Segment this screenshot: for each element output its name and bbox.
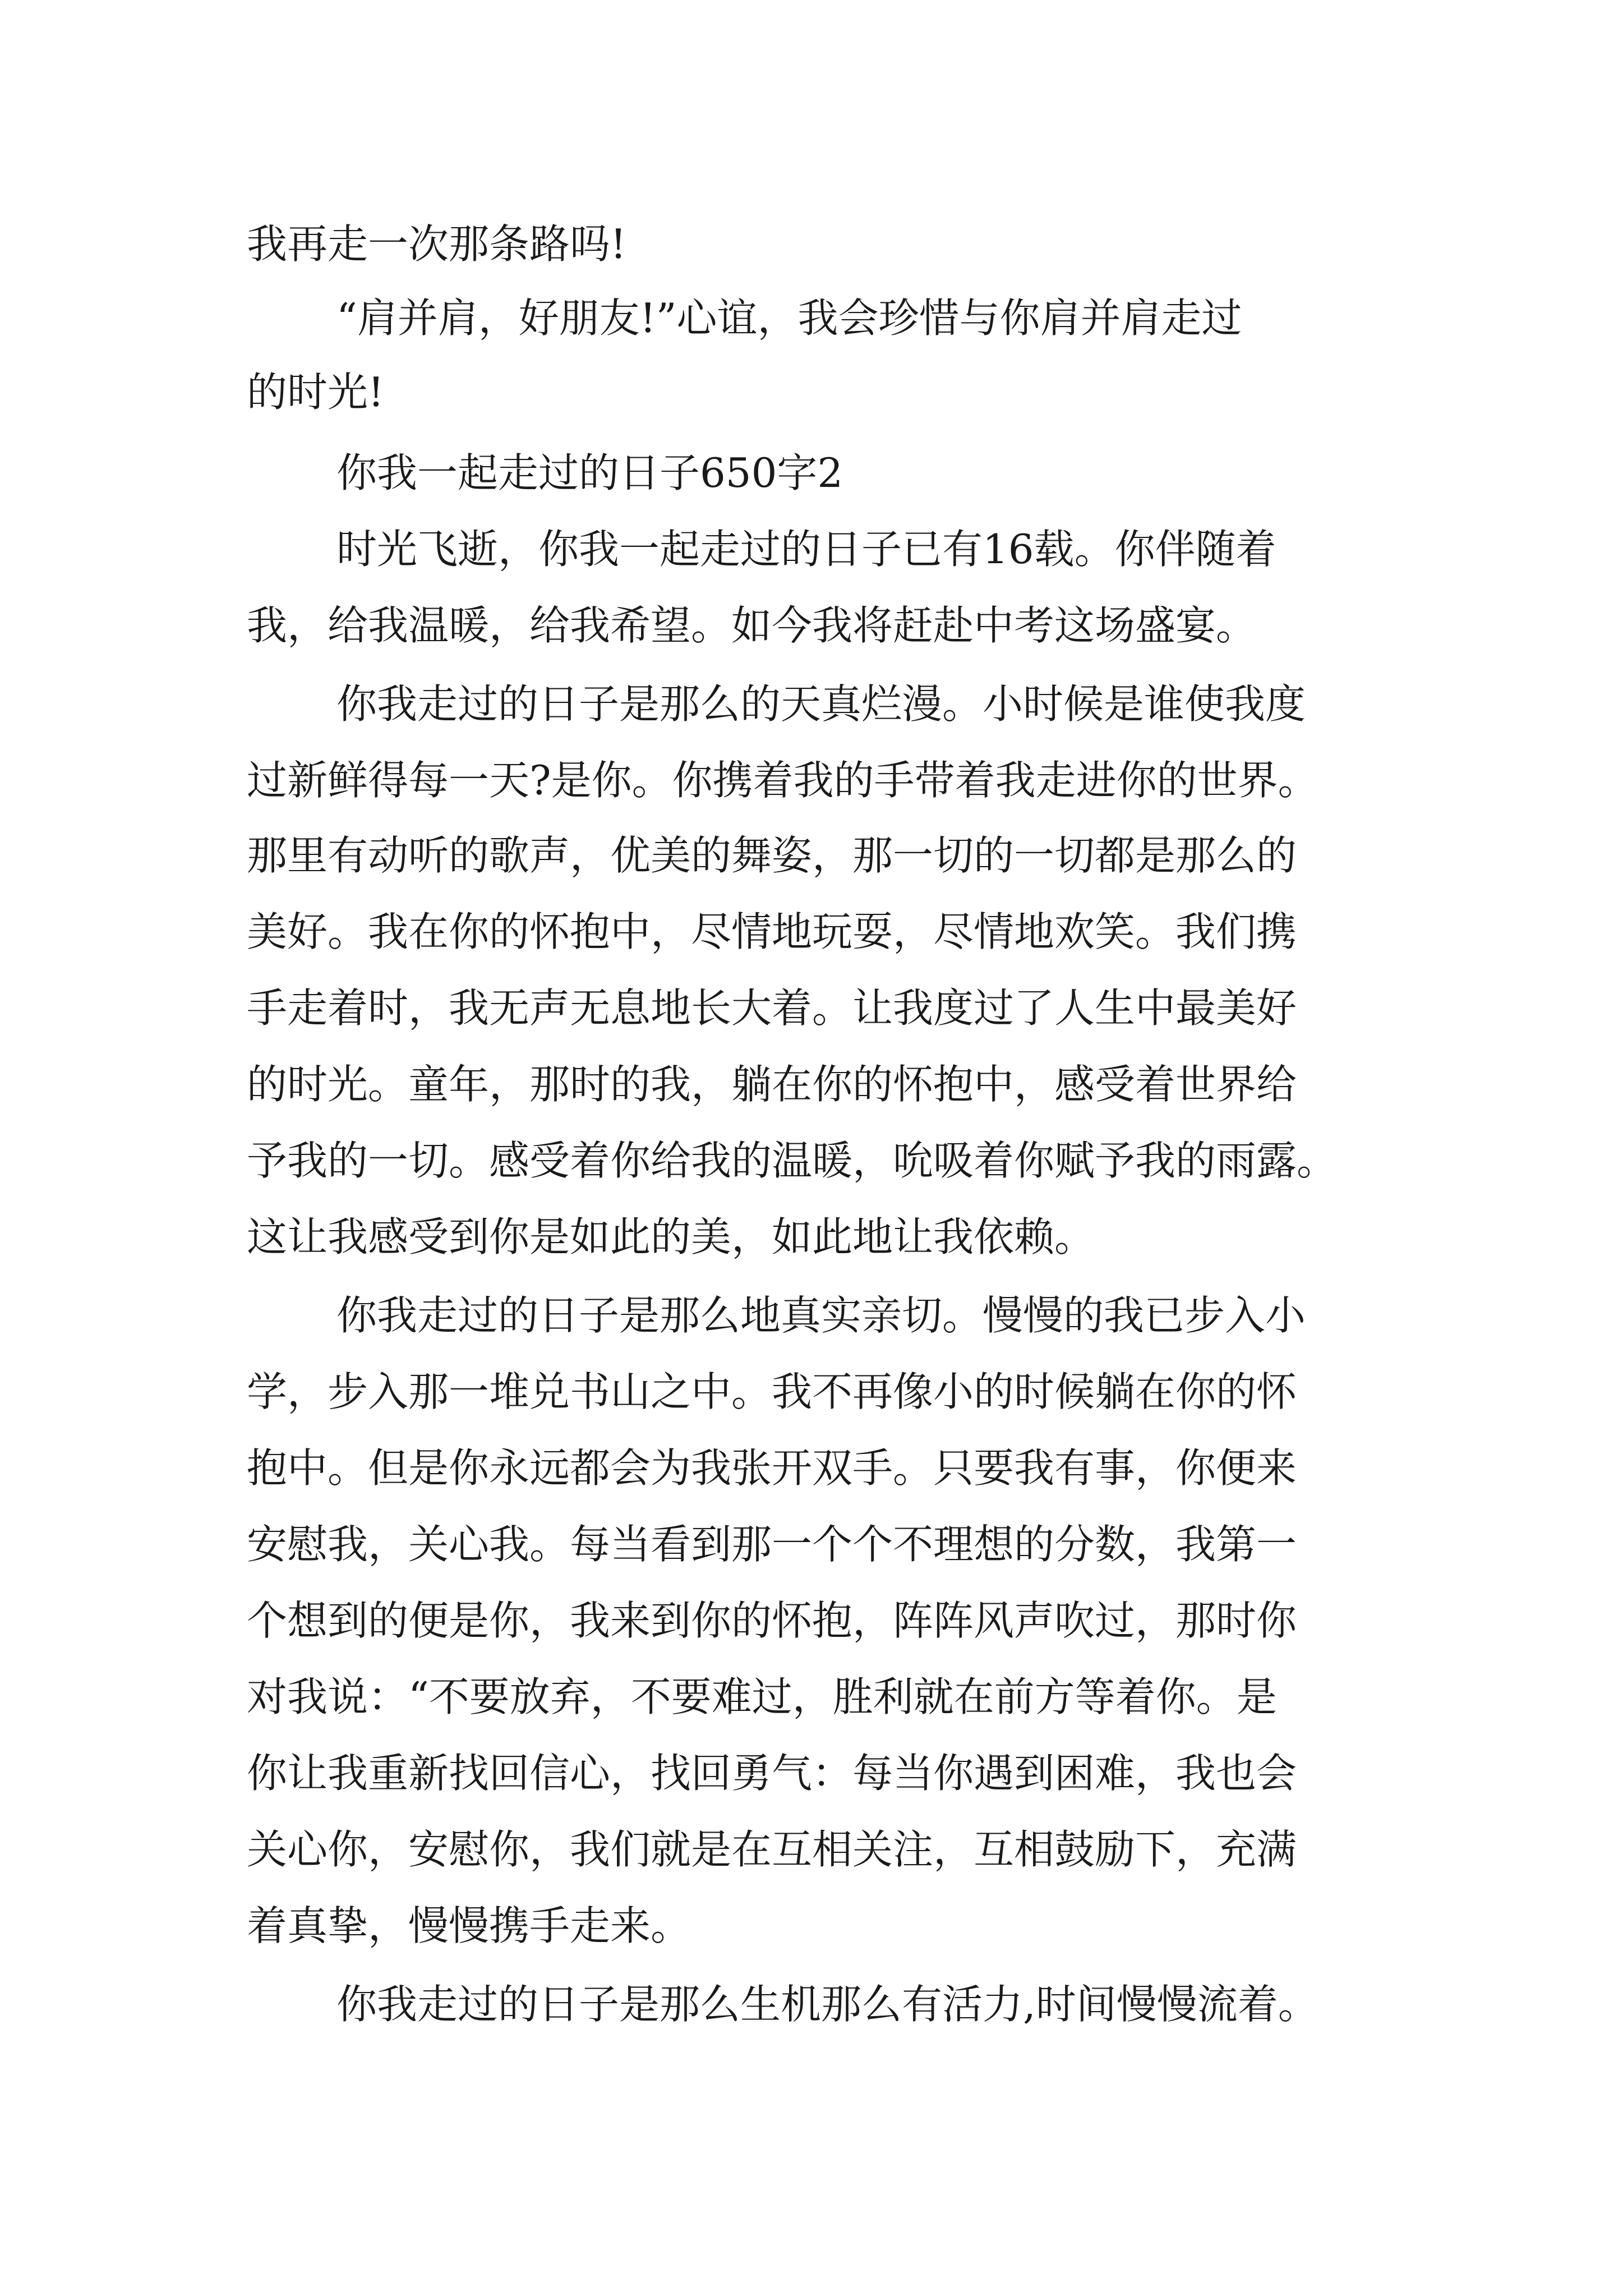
text-line: 的时光! (247, 369, 384, 416)
text-line: 对我说：“不要放弃，不要难过，胜利就在前方等着你。是 (247, 1673, 1277, 1720)
text-line: 你让我重新找回信心，找回勇气：每当你遇到困难，我也会 (247, 1750, 1297, 1797)
section-heading: 你我一起走过的日子650字2 (336, 449, 843, 496)
text-line: 那里有动听的歌声，优美的舞姿，那一切的一切都是那么的 (247, 832, 1297, 879)
text-line: 我再走一次那条路吗! (247, 220, 626, 268)
text-line: 你我走过的日子是那么地真实亲切。慢慢的我已步入小 (336, 1292, 1306, 1339)
text-line: 你我走过的日子是那么的天真烂漫。小时候是谁使我度 (336, 680, 1306, 728)
text-line: 美好。我在你的怀抱中，尽情地玩耍，尽情地欢笑。我们携 (247, 908, 1297, 955)
text-line: 学，步入那一堆兑书山之中。我不再像小的时候躺在你的怀 (247, 1368, 1297, 1415)
text-line: 手走着时，我无声无息地长大着。让我度过了人生中最美好 (247, 984, 1297, 1032)
text-line: 过新鲜得每一天?是你。你携着我的手带着我走进你的世界。 (247, 757, 1318, 804)
text-line: 抱中。但是你永远都会为我张开双手。只要我有事，你便来 (247, 1444, 1297, 1492)
text-line: 关心你，安慰你，我们就是在互相关注，互相鼓励下，充满 (247, 1826, 1297, 1873)
text-line: 个想到的便是你，我来到你的怀抱，阵阵风声吹过，那时你 (247, 1597, 1297, 1644)
text-line: 着真挚，慢慢携手走来。 (247, 1902, 691, 1949)
text-line: 我，给我温暖，给我希望。如今我将赶赴中考这场盛宴。 (247, 602, 1257, 649)
text-line: 时光飞逝，你我一起走过的日子已有16载。你伴随着 (336, 526, 1276, 573)
text-line: “肩并肩，好朋友!”心谊，我会珍惜与你肩并肩走过 (336, 295, 1242, 342)
text-line: 的时光。童年，那时的我，躺在你的怀抱中，感受着世界给 (247, 1061, 1297, 1108)
text-line: 予我的一切。感受着你给我的温暖，吮吸着你赋予我的雨露。 (247, 1137, 1338, 1184)
text-line: 这让我感受到你是如此的美，如此地让我依赖。 (247, 1213, 1095, 1260)
text-line: 安慰我，关心我。每当看到那一个个不理想的分数，我第一 (247, 1521, 1297, 1568)
text-line: 你我走过的日子是那么生机那么有活力,时间慢慢流着。 (336, 1981, 1318, 2028)
